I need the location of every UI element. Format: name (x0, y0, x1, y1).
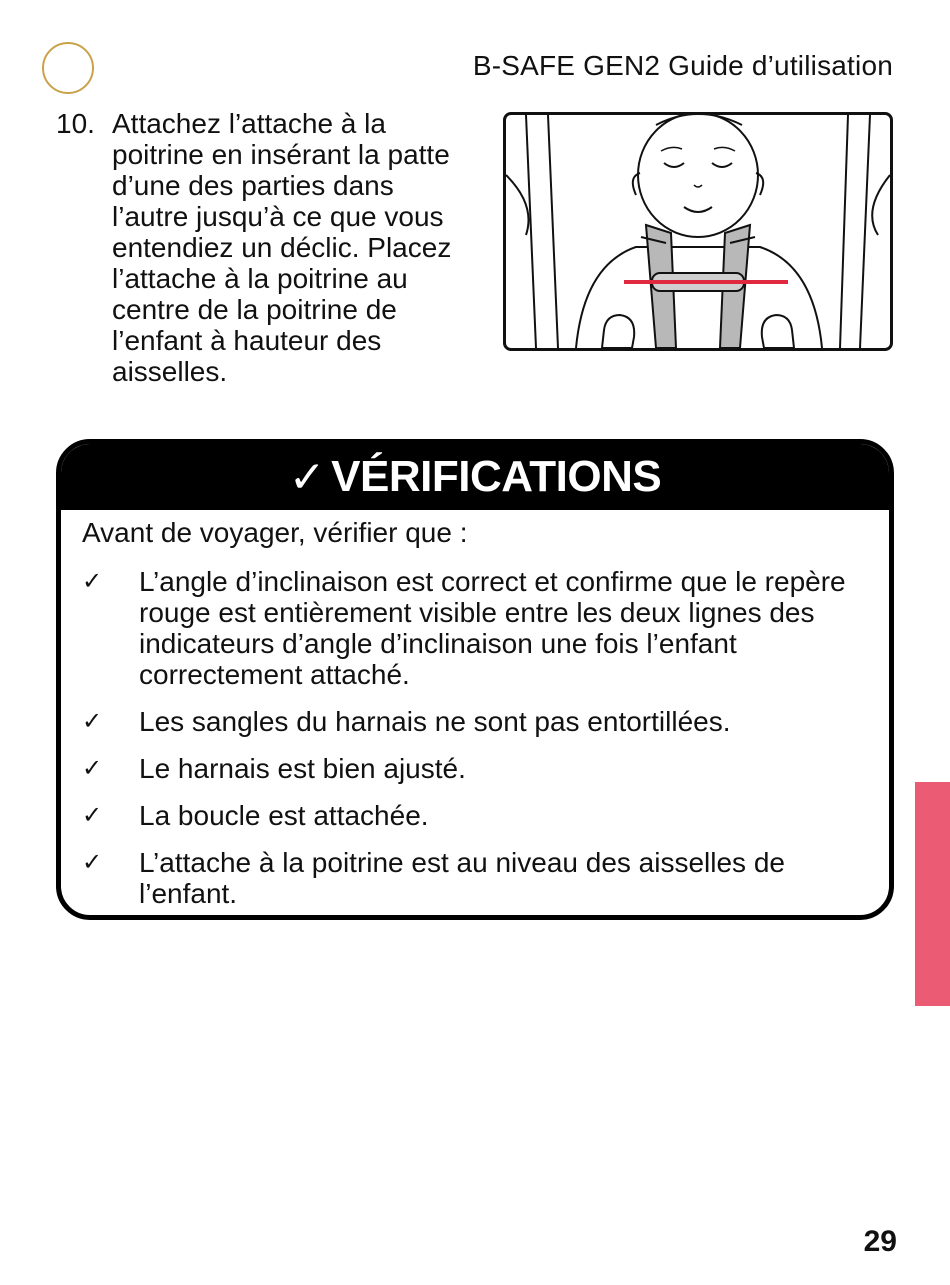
step-text: Attachez l’attache à la poitrine en insérant la patte d’une des parties dans l’autre jusqu’à ce que vous entendiez un déclic. Placez l’attache à la poitrine au centre de la poitrine de l’enfant à hauteur des aisselles. (112, 108, 452, 387)
checkmark-icon: ✓ (82, 848, 103, 876)
child-harness-illustration (503, 112, 893, 351)
checklist-item-text: L’attache à la poitrine est au niveau des aisselles de l’enfant. (139, 847, 785, 909)
checkmark-icon: ✓ (288, 451, 326, 503)
checkmark-icon: ✓ (82, 567, 103, 595)
instruction-step (56, 108, 476, 387)
checklist-item (82, 847, 859, 909)
checklist-item (82, 706, 859, 737)
binding-circle-mark (42, 42, 94, 94)
checkmark-icon: ✓ (82, 801, 103, 829)
checkmark-icon: ✓ (82, 707, 103, 735)
verifications-title: VÉRIFICATIONS (331, 452, 662, 501)
checklist-item-text: L’angle d’inclinaison est correct et confirme que le repère rouge est entièrement visible entre les deux lignes des indicateurs d’angle d’inclinaison une fois l’enfant correctement attaché. (139, 566, 846, 690)
page-number: 29 (863, 1225, 897, 1258)
checklist-item-text: Les sangles du harnais ne sont pas entortillées. (139, 706, 731, 737)
verifications-header (61, 444, 889, 510)
section-side-tab (915, 782, 950, 1006)
document-header-title: B-SAFE GEN2 Guide d’utilisation (472, 50, 893, 81)
verifications-checklist (82, 566, 859, 909)
checklist-item-text: Le harnais est bien ajusté. (139, 753, 466, 784)
checklist-item (82, 753, 859, 784)
checklist-item (82, 800, 859, 831)
verifications-intro: Avant de voyager, vérifier que : (82, 517, 468, 548)
checkmark-icon: ✓ (82, 754, 103, 782)
checklist-item-text: La boucle est attachée. (139, 800, 429, 831)
step-number: 10. (56, 108, 95, 139)
verifications-body (61, 510, 889, 909)
verifications-box (56, 439, 894, 920)
checklist-item (82, 566, 859, 690)
child-car-seat-icon (506, 115, 890, 348)
